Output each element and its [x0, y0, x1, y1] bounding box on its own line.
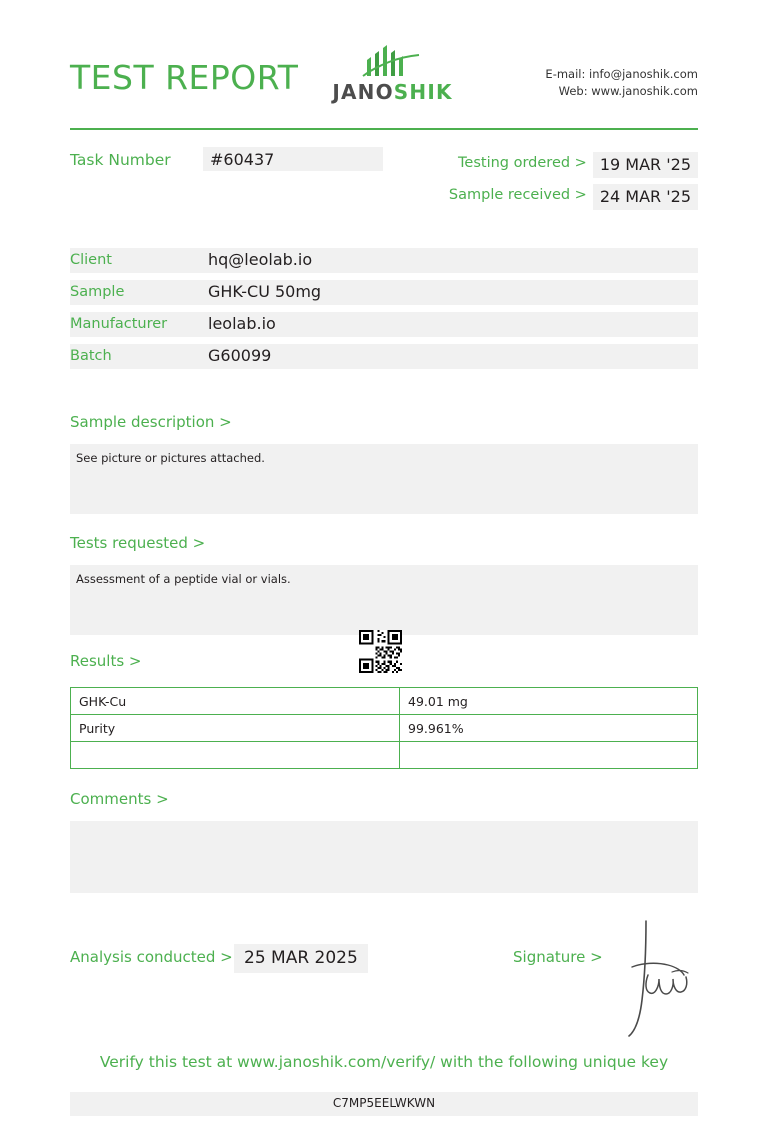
task-number-value: #60437: [210, 150, 275, 169]
results-title: Results >: [70, 652, 142, 670]
result-name: Purity: [71, 715, 400, 742]
sample-value: GHK-CU 50mg: [208, 282, 322, 301]
testing-ordered-value: 19 MAR '25: [593, 152, 698, 178]
manufacturer-label: Manufacturer: [70, 316, 168, 332]
task-number-label: Task Number: [70, 151, 171, 169]
analysis-conducted-date: 25 MAR 2025: [234, 944, 368, 973]
table-row: [71, 715, 698, 742]
page-title: TEST REPORT: [70, 58, 299, 97]
unique-key-value: C7MP5EELWKWN: [332, 1096, 436, 1110]
janoshik-logo-icon: [353, 44, 433, 78]
verify-text: Verify this test at www.janoshik.com/verify/ with the following unique key: [99, 1053, 669, 1071]
testing-ordered-row: [458, 152, 698, 178]
result-name: [71, 742, 400, 769]
info-row: [70, 280, 698, 305]
result-value: [400, 742, 698, 769]
signature-label: Signature >: [513, 948, 603, 966]
table-row: [71, 688, 698, 715]
logo-text-dark: JANO: [332, 80, 394, 104]
header-divider: [70, 128, 698, 130]
results-table: [70, 687, 698, 769]
sample-received-value: 24 MAR '25: [593, 184, 698, 210]
sample-received-label: Sample received >: [448, 187, 587, 203]
sample-description-title: Sample description >: [70, 413, 232, 431]
sample-received-row: [449, 184, 698, 210]
contact-web: Web: www.janoshik.com: [558, 84, 698, 98]
result-value: 49.01 mg: [400, 688, 698, 715]
batch-value: G60099: [208, 346, 272, 365]
info-row: [70, 344, 698, 369]
tests-requested-title: Tests requested >: [70, 534, 206, 552]
info-row: [70, 248, 698, 273]
signature-mark: [612, 915, 702, 1040]
analysis-conducted-label: Analysis conducted >: [70, 948, 233, 966]
contact-block: [545, 66, 698, 100]
comments-box: [70, 821, 698, 893]
sample-label: Sample: [70, 284, 125, 300]
qr-code-icon: [353, 630, 408, 673]
table-row: [71, 742, 698, 769]
sample-description-text: See picture or pictures attached.: [76, 451, 265, 465]
tests-requested-text: Assessment of a peptide vial or vials.: [76, 572, 291, 586]
testing-ordered-label: Testing ordered >: [458, 155, 587, 171]
manufacturer-value: leolab.io: [208, 314, 276, 333]
result-name: GHK-Cu: [71, 688, 400, 715]
client-label: Client: [70, 252, 112, 268]
contact-email: E-mail: info@janoshik.com: [545, 67, 698, 81]
batch-label: Batch: [70, 348, 112, 364]
comments-title: Comments >: [70, 790, 169, 808]
logo-text-green: SHIK: [393, 80, 453, 104]
brand-wordmark: [325, 80, 460, 104]
result-value: 99.961%: [400, 715, 698, 742]
client-value: hq@leolab.io: [208, 250, 313, 269]
brand-logo: [325, 44, 460, 104]
document-header: [70, 44, 698, 124]
